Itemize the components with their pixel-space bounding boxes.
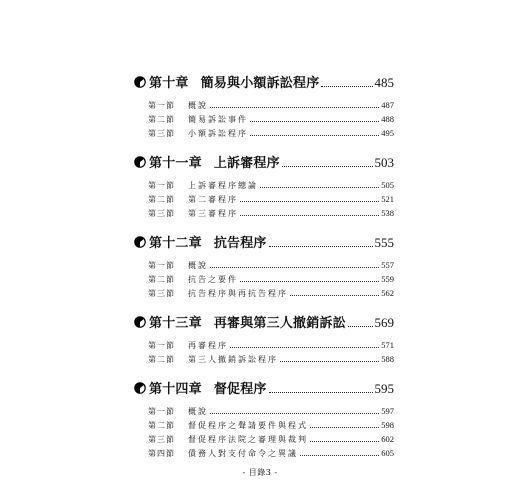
chapter-title: 上訴審程序 (213, 156, 280, 171)
chapter-heading[interactable] (134, 312, 394, 332)
dot-leader (240, 281, 379, 282)
section-page-number: 602 (381, 434, 394, 444)
section-number: 第三節 (148, 209, 175, 218)
dot-leader (348, 326, 373, 327)
section-number: 第一節 (148, 181, 175, 190)
section-title: 小額訴訟程序 (188, 129, 248, 138)
chapter-title: 督促程序 (213, 382, 267, 397)
section-number: 第二節 (148, 355, 175, 364)
dot-leader (269, 246, 373, 247)
dot-leader (269, 392, 373, 393)
section-title: 第二審程序 (188, 195, 238, 204)
half-filled-circle-icon (134, 153, 146, 165)
section-entry[interactable] (134, 354, 394, 368)
section-number: 第二節 (148, 275, 175, 284)
section-title: 抗告程序與再抗告程序 (188, 289, 288, 298)
section-page-number: 588 (381, 354, 394, 364)
dot-leader (210, 413, 379, 414)
section-number: 第一節 (148, 101, 175, 110)
section-page-number: 598 (381, 420, 394, 430)
section-title: 概說 (188, 407, 208, 416)
chapter-number: 第十三章 (149, 316, 202, 331)
section-title: 簡易訴訟事件 (188, 115, 248, 124)
dot-leader (210, 267, 379, 268)
chapter-heading[interactable] (134, 378, 394, 398)
section-page-number: 557 (381, 260, 394, 270)
chapter-number: 第十二章 (149, 236, 202, 251)
section-title: 再審程序 (188, 341, 228, 350)
table-of-contents (134, 72, 394, 462)
chapter-heading[interactable] (134, 232, 394, 252)
section-title: 上訴審程序總論 (188, 181, 258, 190)
section-title: 概說 (188, 101, 208, 110)
section-entry[interactable] (134, 128, 394, 142)
section-entry[interactable] (134, 260, 394, 274)
half-filled-circle-icon (134, 379, 146, 391)
section-title: 第三人撤銷訴訟程序 (188, 355, 278, 364)
chapter-title: 簡易與小額訴訟程序 (200, 76, 320, 91)
page-footer: - 目錄3 - (242, 468, 278, 477)
section-entry[interactable] (134, 208, 394, 222)
section-page-number: 538 (381, 208, 394, 218)
section-entry[interactable] (134, 194, 394, 208)
section-page-number: 559 (381, 274, 394, 284)
dot-leader (321, 86, 372, 87)
dot-leader (282, 166, 373, 167)
section-page-number: 571 (381, 340, 394, 350)
dot-leader (260, 187, 379, 188)
section-page-number: 487 (381, 100, 394, 110)
section-number: 第一節 (148, 407, 175, 416)
dot-leader (250, 135, 379, 136)
chapter-title: 抗告程序 (213, 236, 267, 251)
chapter-number: 第十四章 (149, 382, 202, 397)
section-entry[interactable] (134, 448, 394, 462)
chapter-title: 再審與第三人撤銷訴訟 (213, 316, 346, 331)
section-title: 概說 (188, 261, 208, 270)
half-filled-circle-icon (134, 233, 146, 245)
section-title: 督促程序法院之審理與裁判 (188, 435, 308, 444)
chapter-page-number: 595 (374, 381, 394, 396)
section-title: 債務人對支付命令之異議 (188, 449, 298, 458)
chapter-page-number: 569 (374, 315, 394, 330)
section-number: 第一節 (148, 261, 175, 270)
dot-leader (310, 427, 379, 428)
dot-leader (240, 215, 379, 216)
dot-leader (300, 455, 379, 456)
chapter-page-number: 503 (374, 155, 394, 170)
chapter-heading[interactable] (134, 152, 394, 172)
dot-leader (240, 201, 379, 202)
section-entry[interactable] (134, 114, 394, 128)
section-page-number: 562 (381, 288, 394, 298)
section-number: 第三節 (148, 289, 175, 298)
dot-leader (290, 295, 379, 296)
section-title: 第三審程序 (188, 209, 238, 218)
section-number: 第三節 (148, 435, 175, 444)
section-entry[interactable] (134, 434, 394, 448)
section-number: 第四節 (148, 449, 175, 458)
chapter-page-number: 485 (374, 75, 394, 90)
section-title: 督促程序之聲請要件與程式 (188, 421, 308, 430)
section-entry[interactable] (134, 180, 394, 194)
section-number: 第二節 (148, 421, 175, 430)
section-entry[interactable] (134, 274, 394, 288)
dot-leader (250, 121, 379, 122)
section-page-number: 488 (381, 114, 394, 124)
section-page-number: 597 (381, 406, 394, 416)
half-filled-circle-icon (134, 313, 146, 325)
section-entry[interactable] (134, 406, 394, 420)
section-number: 第一節 (148, 341, 175, 350)
section-entry[interactable] (134, 100, 394, 114)
dot-leader (310, 441, 379, 442)
section-page-number: 505 (381, 180, 394, 190)
section-entry[interactable] (134, 340, 394, 354)
half-filled-circle-icon (134, 73, 146, 85)
section-entry[interactable] (134, 420, 394, 434)
section-page-number: 495 (381, 128, 394, 138)
chapter-heading[interactable] (134, 72, 394, 92)
section-page-number: 605 (381, 448, 394, 458)
section-entry[interactable] (134, 288, 394, 302)
section-title: 抗告之要件 (188, 275, 238, 284)
chapter-number: 第十一章 (149, 156, 202, 171)
dot-leader (280, 361, 379, 362)
section-page-number: 521 (381, 194, 394, 204)
section-number: 第二節 (148, 195, 175, 204)
chapter-page-number: 555 (374, 235, 394, 250)
dot-leader (210, 107, 379, 108)
chapter-number: 第十章 (149, 76, 189, 91)
dot-leader (230, 347, 379, 348)
section-number: 第三節 (148, 129, 175, 138)
section-number: 第二節 (148, 115, 175, 124)
